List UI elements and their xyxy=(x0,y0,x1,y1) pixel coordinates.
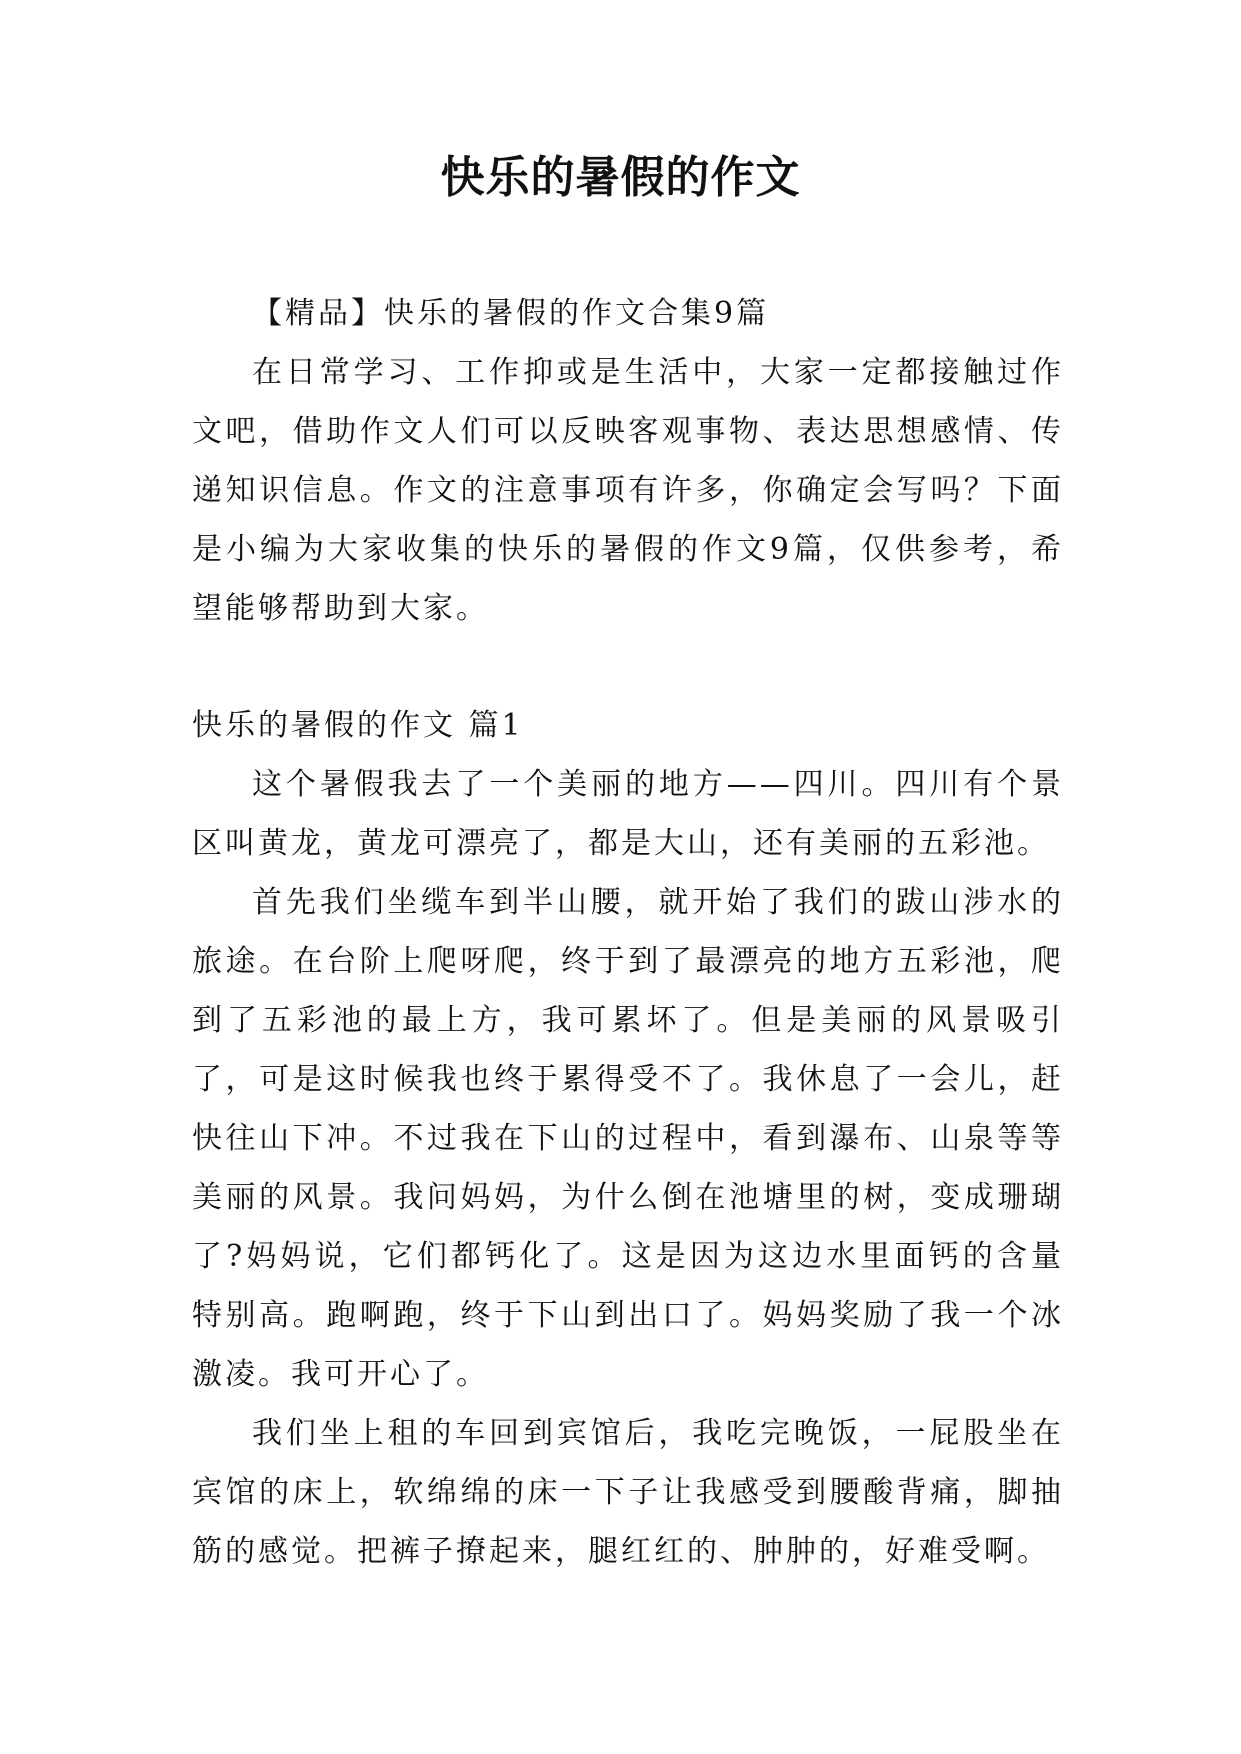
document-subtitle: 【精品】快乐的暑假的作文合集9篇 xyxy=(252,296,770,331)
intro-paragraph: 在日常学习、工作抑或是生活中，大家一定都接触过作文吧，借助作文人们可以反映客观事物、表达思想感情、传递知识信息。作文的注意事项有许多，你确定会写吗？下面是小编为大家收集的快乐的暑假的作文9篇，仅供参考，希望能够帮助到大家。 xyxy=(192,355,1064,626)
document-body xyxy=(192,284,1064,1581)
body-paragraph-1: 这个暑假我去了一个美丽的地方——四川。四川有个景区叫黄龙，黄龙可漂亮了，都是大山，还有美丽的五彩池。 xyxy=(192,767,1064,861)
section-heading: 快乐的暑假的作文 篇1 xyxy=(192,708,524,743)
body-paragraph-2: 首先我们坐缆车到半山腰，就开始了我们的跋山涉水的旅途。在台阶上爬呀爬，终于到了最漂亮的地方五彩池，爬到了五彩池的最上方，我可累坏了。但是美丽的风景吸引了，可是这时候我也终于累得受不了。我休息了一会儿，赶快往山下冲。不过我在下山的过程中，看到瀑布、山泉等等美丽的风景。我问妈妈，为什么倒在池塘里的树，变成珊瑚了?妈妈说，它们都钙化了。这是因为这边水里面钙的含量特别高。跑啊跑，终于下山到出口了。妈妈奖励了我一个冰激凌。我可开心了。 xyxy=(192,885,1064,1392)
page-title: 快乐的暑假的作文 xyxy=(440,152,801,203)
body-paragraph-3: 我们坐上租的车回到宾馆后，我吃完晚饭，一屁股坐在宾馆的床上，软绵绵的床一下子让我感受到腰酸背痛，脚抽筋的感觉。把裤子撩起来，腿红红的、肿肿的，好难受啊。 xyxy=(192,1416,1064,1569)
